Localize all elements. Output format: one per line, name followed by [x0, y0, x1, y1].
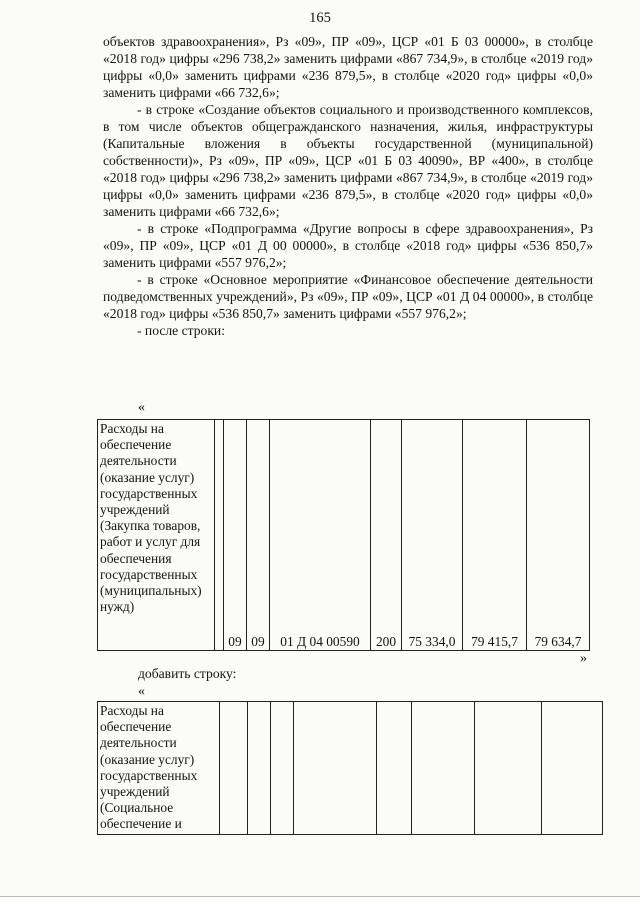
table-row — [98, 702, 603, 835]
cell-2019 — [475, 702, 542, 835]
cell-2018 — [412, 702, 475, 835]
cell-2019: 79 415,7 — [463, 420, 527, 651]
cell-blank — [215, 420, 224, 651]
row-name-cell: Расходы на обеспечение деятельности (оказание услуг) государственных учреждений (Социальное обеспечение и — [98, 702, 220, 835]
page-number: 165 — [309, 10, 331, 26]
close-quote-1: » — [580, 651, 587, 666]
paragraph-capital-investments: - в строке «Создание объектов социального и производственного комплексов, в том числе объектов общегражданского назначения, жилья, инфраструктуры (Капитальные вложения в объекты государственной (муниципальной) собственности)», Рз «09», ПР «09», ЦСР «01 Б 03 40090», ВР «400», в столбце «2018 год» цифры «296 738,2» заменить цифрами «867 734,9», в столбце «2019 год» цифры «0,0» заменить цифрами «236 879,5», в столбце «2020 год» цифры «0,0» заменить цифрами «66 732,6»; — [103, 102, 593, 219]
table-after-row — [97, 419, 590, 651]
table-row — [98, 420, 590, 651]
cell-blank — [220, 702, 248, 835]
paragraph-continuation: объектов здравоохранения», Рз «09», ПР «09», ЦСР «01 Б 03 00000», в столбце «2018 год» цифры «296 738,2» заменить цифрами «867 734,9», в столбце «2019 год» цифры «0,0» заменить цифрами «236 879,5», в столбце «2020 год» цифры «0,0» заменить цифрами «66 732,6»; — [103, 34, 593, 100]
cell-rz — [248, 702, 271, 835]
cell-2020: 79 634,7 — [527, 420, 590, 651]
scan-edge-line — [0, 896, 640, 897]
cell-vr: 200 — [371, 420, 402, 651]
cell-pr — [271, 702, 294, 835]
cell-rz: 09 — [224, 420, 247, 651]
table-add-row — [97, 701, 603, 835]
paragraph-subprogram: - в строке «Подпрограмма «Другие вопросы в сфере здравоохранения», Рз «09», ПР «09», ЦСР «01 Д 00 00000», в столбце «2018 год» цифры «536 850,7» заменить цифрами «557 976,2»; — [103, 221, 593, 270]
document-body — [103, 33, 593, 339]
cell-csr — [294, 702, 377, 835]
cell-pr: 09 — [247, 420, 270, 651]
paragraph-main-activity: - в строке «Основное мероприятие «Финансовое обеспечение деятельности подведомственных учреждений», Рз «09», ПР «09», ЦСР «01 Д 04 00000», в столбце «2018 год» цифры «536 850,7» заменить цифрами «557 976,2»; — [103, 272, 593, 321]
cell-csr: 01 Д 04 00590 — [270, 420, 371, 651]
row-name-cell: Расходы на обеспечение деятельности (оказание услуг) государственных учреждений (Закупка товаров, работ и услуг для обеспечения государственных (муниципальных) нужд) — [98, 420, 215, 651]
cell-vr — [377, 702, 412, 835]
paragraph-after-row: - после строки: — [137, 323, 225, 338]
add-row-label: добавить строку: — [138, 666, 237, 681]
cell-2020 — [542, 702, 603, 835]
open-quote-1: « — [138, 400, 145, 415]
open-quote-2: « — [138, 684, 145, 699]
cell-2018: 75 334,0 — [402, 420, 463, 651]
